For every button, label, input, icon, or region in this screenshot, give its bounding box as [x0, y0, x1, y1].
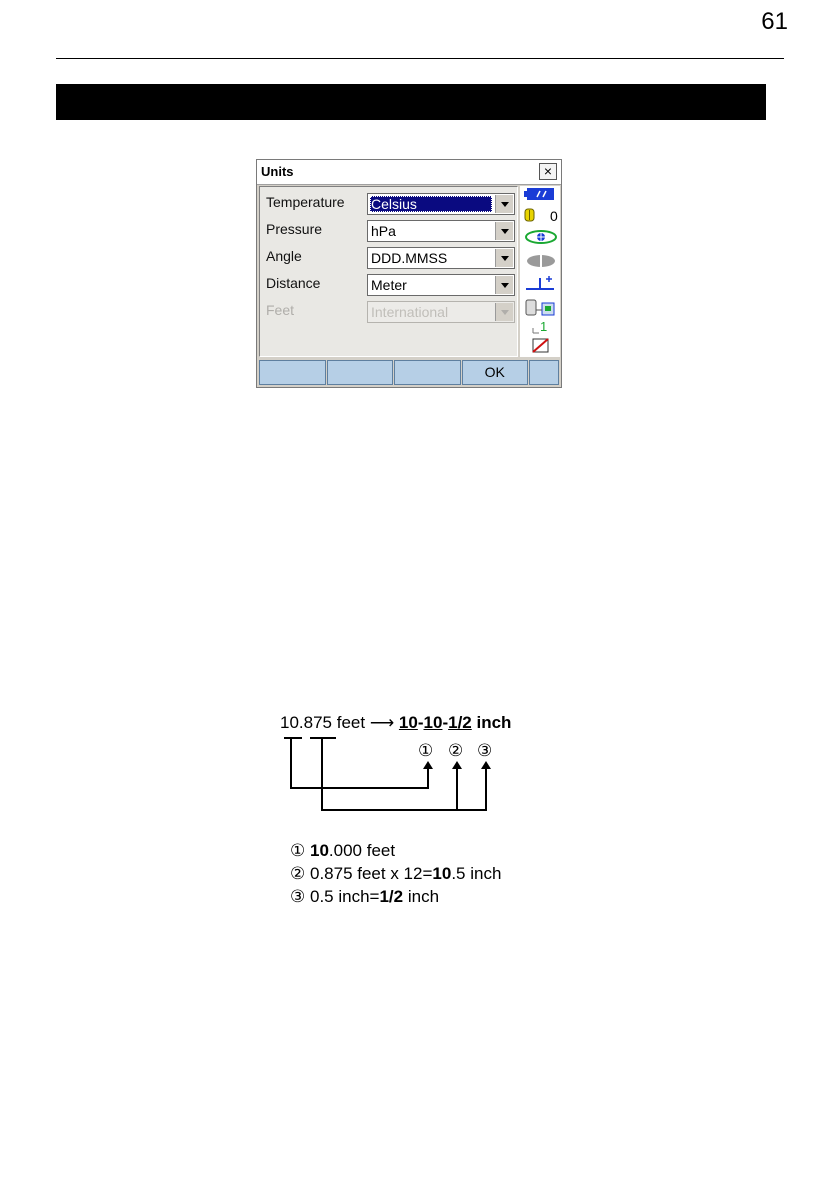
top-rule — [56, 58, 784, 59]
softkey-1[interactable] — [259, 360, 326, 385]
angle-row — [260, 245, 517, 269]
close-button[interactable]: × — [539, 163, 557, 180]
separator: - — [417, 713, 424, 732]
legend-text: .000 feet — [328, 841, 396, 860]
antenna-icon — [532, 324, 540, 334]
softkey-3[interactable] — [394, 360, 461, 385]
distance-value: Meter — [371, 277, 407, 293]
legend-item-2 — [290, 864, 501, 884]
softkey-2[interactable] — [327, 360, 394, 385]
angle-value: DDD.MMSS — [371, 250, 448, 266]
result-part-inch: 10 — [423, 713, 443, 732]
legend-text: inch — [403, 887, 440, 906]
legend-bold: 10 — [309, 841, 329, 860]
section-heading-bar — [56, 84, 766, 120]
units-form — [259, 186, 518, 357]
softkey-bar — [259, 360, 559, 385]
feet-select — [367, 301, 515, 323]
arrow-icon: ⟶ — [369, 713, 395, 732]
chevron-down-icon — [495, 303, 513, 321]
feet-value: International — [371, 304, 449, 320]
pressure-value: hPa — [371, 223, 396, 239]
units-dialog — [256, 159, 562, 388]
distance-row — [260, 272, 517, 296]
legend-marker: ③ — [290, 887, 306, 906]
legend-bold: 1/2 — [379, 887, 404, 906]
distance-select[interactable] — [367, 274, 515, 296]
dialog-title: Units — [261, 164, 294, 179]
feet-label: Feet — [266, 302, 295, 318]
separator: - — [442, 713, 449, 732]
temperature-row — [260, 191, 517, 215]
ok-button[interactable]: OK — [462, 360, 529, 385]
chevron-down-icon[interactable] — [495, 222, 513, 240]
legend-bold: 10 — [432, 864, 452, 883]
temperature-select[interactable] — [367, 193, 515, 215]
pressure-label: Pressure — [266, 221, 323, 237]
legend-text: .5 inch — [451, 864, 502, 883]
result-part-fraction: 1/2 — [448, 713, 472, 732]
softkey-5[interactable] — [529, 360, 559, 385]
temperature-label: Temperature — [266, 194, 345, 210]
channel-indicator: 1 — [540, 319, 548, 334]
input-mode-icon[interactable] — [524, 274, 558, 292]
tilt-compensation-icon[interactable] — [524, 229, 558, 245]
connector-lines — [270, 705, 590, 825]
legend-text: 0.875 feet x 12= — [309, 864, 433, 883]
chevron-down-icon[interactable] — [495, 276, 513, 294]
dialog-titlebar — [257, 160, 561, 185]
result-unit: inch — [476, 713, 512, 732]
temperature-value: Celsius — [370, 196, 492, 212]
chevron-down-icon[interactable] — [495, 249, 513, 267]
legend-item-1 — [290, 841, 395, 861]
pressure-select[interactable] — [367, 220, 515, 242]
chevron-down-icon[interactable] — [495, 195, 513, 213]
result-part-feet: 10 — [398, 713, 418, 732]
angle-select[interactable] — [367, 247, 515, 269]
feet-inch-conversion-diagram — [270, 705, 590, 935]
angle-label: Angle — [266, 248, 302, 264]
status-bar — [520, 186, 560, 357]
target-counter: 0 — [550, 208, 558, 224]
target-prism-icon[interactable] — [524, 208, 536, 222]
legend-marker: ② — [290, 864, 306, 883]
feet-row — [260, 299, 517, 323]
distance-label: Distance — [266, 275, 321, 291]
marker-3: ③ — [477, 741, 493, 760]
sd-card-icon[interactable] — [532, 338, 550, 354]
laser-pointer-icon[interactable] — [524, 254, 558, 268]
input-value: 10.875 feet — [280, 713, 366, 732]
marker-1: ① — [418, 741, 434, 760]
page-number: 61 — [761, 8, 788, 35]
marker-2: ② — [448, 741, 464, 760]
legend-item-3 — [290, 887, 439, 907]
legend-text: 0.5 inch= — [309, 887, 380, 906]
battery-icon[interactable] — [524, 188, 554, 200]
legend-marker: ① — [290, 841, 306, 860]
communication-icon[interactable] — [524, 298, 558, 318]
pressure-row — [260, 218, 517, 242]
